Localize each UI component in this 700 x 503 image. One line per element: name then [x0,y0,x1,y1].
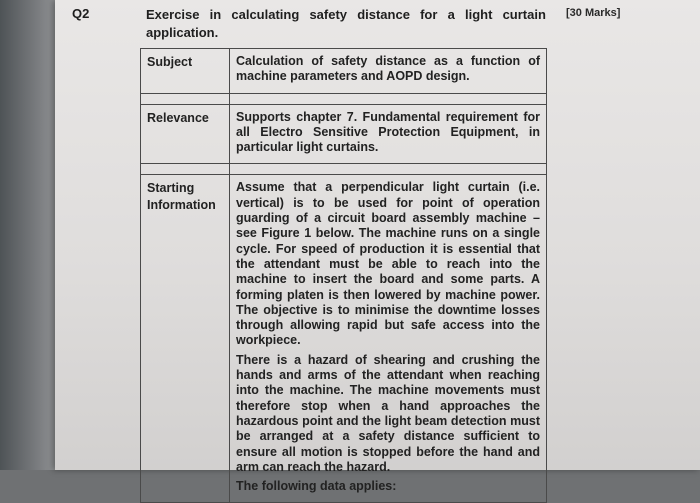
spacer-cell [141,164,230,175]
question-number: Q2 [72,6,90,21]
row-heading: Subject [141,49,230,94]
row-heading [141,175,230,503]
title-word: for [420,7,438,22]
title-word: in [209,7,222,22]
spacer-cell [141,93,230,104]
question-table [140,48,547,503]
title-word: light [464,7,493,22]
background-edge [0,0,55,470]
table-spacer [141,164,547,175]
title-word: safety [309,7,348,22]
heading-line: Information [147,198,216,213]
spacer-cell [230,93,547,104]
row-body [230,175,547,503]
title-word: a [447,7,455,22]
row-text: Supports chapter 7. Fundamental requirement for all Electro Sensitive Protection Equipment, in particular light curtains. [236,109,540,155]
table-row-starting-information [141,175,547,503]
title-word: calculating [231,7,300,22]
spacer-cell [230,164,547,175]
paragraph-3: The following data applies: [236,479,397,494]
marks-label: [30 Marks] [566,7,621,19]
question-title-line1 [146,6,546,24]
paragraph-1: Assume that a perpendicular light curtain (i.e. vertical) is to be used for point of operation guarding of a circuit board assembly machine – see Figure 1 below. The machine runs on a single cycle. For speed of production it is essential that the attendant must be able to reach into the machine to insert the board and some parts. A forming platen is then lowered by machine power. The objective is to minimise the downtime losses through allowing rapid but safe access into the workpiece. [236,180,540,348]
table-row-relevance [141,104,547,164]
row-heading: Relevance [141,104,230,164]
row-text: Calculation of safety distance as a function of machine parameters and AOPD design. [236,54,540,84]
row-body [230,49,547,94]
paragraph-2: There is a hazard of shearing and crushing the hands and arms of the attendant when reaching into the machine. The machine movements must therefore stop when a hand approaches the hazardous point and the light beam detection must be arranged at a safety distance sufficient to ensure all motion is stopped before the hand and arm can reach the hazard. [236,352,540,474]
title-word: curtain [502,7,546,22]
title-word: Exercise [146,7,200,22]
heading-line: Starting [147,181,195,196]
row-body [230,104,547,164]
table-spacer [141,93,547,104]
title-word: distance [357,7,410,22]
table-row-subject [141,49,547,94]
question-title [146,6,546,42]
question-title-line2: application. [146,25,219,40]
